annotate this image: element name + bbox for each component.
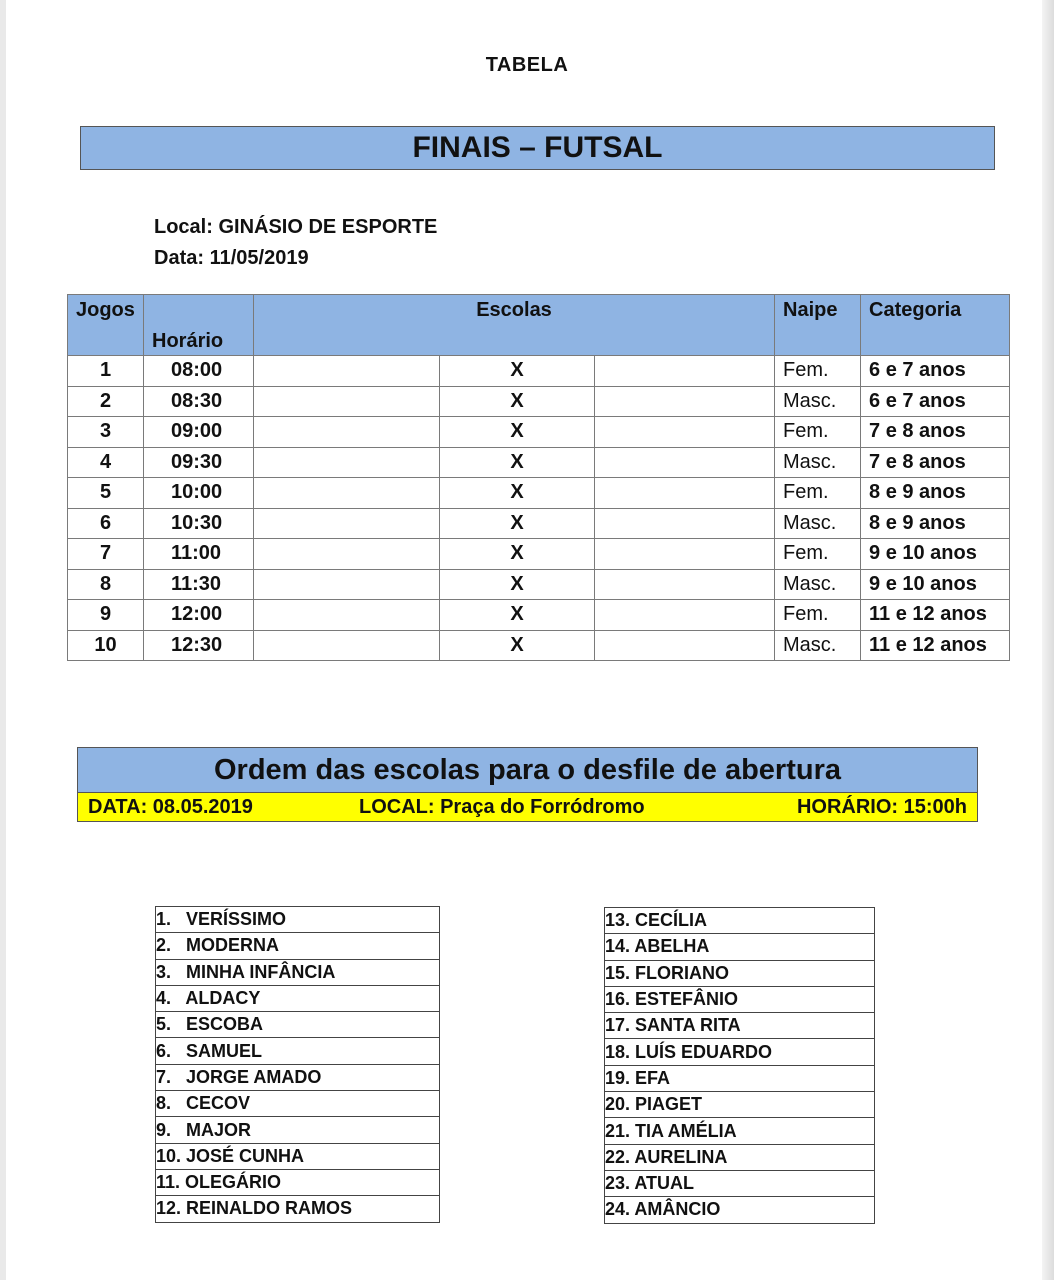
table-row — [68, 569, 1010, 600]
game-number: 6 — [68, 508, 144, 539]
game-category: 9 e 10 anos — [861, 539, 1010, 570]
list-item — [156, 1038, 440, 1064]
school-b-cell — [595, 478, 775, 509]
table-row — [68, 447, 1010, 478]
list-item — [156, 933, 440, 959]
school-name: 2. MODERNA — [156, 933, 440, 959]
school-name: 11. OLEGÁRIO — [156, 1169, 440, 1195]
game-category: 6 e 7 anos — [861, 356, 1010, 387]
list-item — [605, 908, 875, 934]
school-name: 16. ESTEFÂNIO — [605, 986, 875, 1012]
school-name: 15. FLORIANO — [605, 960, 875, 986]
game-time: 09:30 — [144, 447, 254, 478]
school-name: 24. AMÂNCIO — [605, 1197, 875, 1223]
school-a-cell — [254, 600, 440, 631]
game-category: 7 e 8 anos — [861, 417, 1010, 448]
game-gender: Fem. — [775, 539, 861, 570]
school-b-cell — [595, 386, 775, 417]
school-a-cell — [254, 447, 440, 478]
game-number: 3 — [68, 417, 144, 448]
school-name: 7. JORGE AMADO — [156, 1064, 440, 1090]
school-a-cell — [254, 356, 440, 387]
list-item — [156, 959, 440, 985]
header-naipe: Naipe — [775, 295, 861, 356]
school-name: 21. TIA AMÉLIA — [605, 1118, 875, 1144]
game-category: 9 e 10 anos — [861, 569, 1010, 600]
list-item — [156, 1091, 440, 1117]
list-item — [605, 1065, 875, 1091]
school-name: 10. JOSÉ CUNHA — [156, 1143, 440, 1169]
game-category: 6 e 7 anos — [861, 386, 1010, 417]
school-name: 4. ALDACY — [156, 985, 440, 1011]
school-b-cell — [595, 356, 775, 387]
versus-mark: X — [440, 508, 595, 539]
game-number: 1 — [68, 356, 144, 387]
school-name: 14. ABELHA — [605, 934, 875, 960]
school-b-cell — [595, 569, 775, 600]
school-name: 23. ATUAL — [605, 1170, 875, 1196]
school-name: 9. MAJOR — [156, 1117, 440, 1143]
games-table — [67, 294, 1010, 661]
versus-mark: X — [440, 630, 595, 661]
game-gender: Fem. — [775, 600, 861, 631]
schools-list-left — [155, 906, 440, 1223]
school-a-cell — [254, 539, 440, 570]
versus-mark: X — [440, 417, 595, 448]
header-escolas: Escolas — [254, 295, 775, 356]
school-a-cell — [254, 478, 440, 509]
list-item — [156, 1012, 440, 1038]
date-text: Data: 11/05/2019 — [154, 247, 309, 269]
school-a-cell — [254, 630, 440, 661]
game-number: 4 — [68, 447, 144, 478]
parade-date: DATA: 08.05.2019 — [88, 796, 253, 818]
table-row — [68, 600, 1010, 631]
game-gender: Fem. — [775, 478, 861, 509]
game-gender: Masc. — [775, 386, 861, 417]
game-time: 10:00 — [144, 478, 254, 509]
list-item — [605, 1144, 875, 1170]
game-category: 8 e 9 anos — [861, 478, 1010, 509]
list-item — [605, 934, 875, 960]
page-edge-right — [1042, 0, 1054, 1280]
game-time: 10:30 — [144, 508, 254, 539]
versus-mark: X — [440, 478, 595, 509]
list-item — [605, 1092, 875, 1118]
list-item — [605, 1039, 875, 1065]
game-time: 12:00 — [144, 600, 254, 631]
game-number: 9 — [68, 600, 144, 631]
table-row — [68, 417, 1010, 448]
document-title: TABELA — [485, 54, 569, 76]
list-item — [156, 907, 440, 933]
school-b-cell — [595, 508, 775, 539]
game-number: 7 — [68, 539, 144, 570]
table-row — [68, 539, 1010, 570]
list-item — [156, 1196, 440, 1222]
list-item — [156, 1117, 440, 1143]
finals-banner: FINAIS – FUTSAL — [80, 126, 995, 170]
school-name: 3. MINHA INFÂNCIA — [156, 959, 440, 985]
school-b-cell — [595, 600, 775, 631]
school-a-cell — [254, 386, 440, 417]
parade-info-bar — [78, 792, 977, 821]
versus-mark: X — [440, 386, 595, 417]
school-a-cell — [254, 569, 440, 600]
school-name: 22. AURELINA — [605, 1144, 875, 1170]
parade-location: LOCAL: Praça do Forródromo — [359, 796, 645, 818]
game-category: 11 e 12 anos — [861, 600, 1010, 631]
school-name: 5. ESCOBA — [156, 1012, 440, 1038]
school-a-cell — [254, 417, 440, 448]
game-time: 11:30 — [144, 569, 254, 600]
school-name: 12. REINALDO RAMOS — [156, 1196, 440, 1222]
school-name: 6. SAMUEL — [156, 1038, 440, 1064]
versus-mark: X — [440, 539, 595, 570]
versus-mark: X — [440, 356, 595, 387]
table-row — [68, 356, 1010, 387]
school-b-cell — [595, 630, 775, 661]
parade-order-box — [77, 747, 978, 822]
list-item — [156, 1143, 440, 1169]
versus-mark: X — [440, 600, 595, 631]
game-gender: Masc. — [775, 508, 861, 539]
list-item — [605, 1170, 875, 1196]
school-a-cell — [254, 508, 440, 539]
game-time: 12:30 — [144, 630, 254, 661]
game-gender: Masc. — [775, 630, 861, 661]
school-b-cell — [595, 539, 775, 570]
game-number: 2 — [68, 386, 144, 417]
versus-mark: X — [440, 569, 595, 600]
game-gender: Masc. — [775, 569, 861, 600]
game-time: 08:30 — [144, 386, 254, 417]
table-row — [68, 508, 1010, 539]
venue-text: Local: GINÁSIO DE ESPORTE — [154, 216, 438, 238]
school-name: 17. SANTA RITA — [605, 1013, 875, 1039]
school-name: 18. LUÍS EDUARDO — [605, 1039, 875, 1065]
header-jogos: Jogos — [68, 295, 144, 356]
table-row — [68, 478, 1010, 509]
list-item — [156, 1169, 440, 1195]
game-gender: Masc. — [775, 447, 861, 478]
list-item — [605, 1013, 875, 1039]
list-item — [156, 1064, 440, 1090]
game-time: 08:00 — [144, 356, 254, 387]
header-horario: Horário — [144, 295, 254, 356]
list-item — [605, 960, 875, 986]
school-name: 8. CECOV — [156, 1091, 440, 1117]
list-item — [605, 1197, 875, 1223]
versus-mark: X — [440, 447, 595, 478]
list-item — [605, 1118, 875, 1144]
header-categoria: Categoria — [861, 295, 1010, 356]
parade-title: Ordem das escolas para o desfile de abertura — [78, 748, 977, 792]
game-number: 10 — [68, 630, 144, 661]
game-category: 11 e 12 anos — [861, 630, 1010, 661]
schools-list-right — [604, 907, 875, 1224]
game-category: 7 e 8 anos — [861, 447, 1010, 478]
table-row — [68, 386, 1010, 417]
school-b-cell — [595, 417, 775, 448]
table-row — [68, 630, 1010, 661]
game-category: 8 e 9 anos — [861, 508, 1010, 539]
game-gender: Fem. — [775, 417, 861, 448]
page-edge-left — [0, 0, 6, 1280]
game-number: 5 — [68, 478, 144, 509]
game-time: 11:00 — [144, 539, 254, 570]
game-time: 09:00 — [144, 417, 254, 448]
game-gender: Fem. — [775, 356, 861, 387]
school-b-cell — [595, 447, 775, 478]
parade-time: HORÁRIO: 15:00h — [796, 796, 967, 818]
school-name: 19. EFA — [605, 1065, 875, 1091]
school-name: 20. PIAGET — [605, 1092, 875, 1118]
list-item — [156, 985, 440, 1011]
list-item — [605, 986, 875, 1012]
school-name: 13. CECÍLIA — [605, 908, 875, 934]
school-name: 1. VERÍSSIMO — [156, 907, 440, 933]
games-table-header — [68, 295, 1010, 356]
game-number: 8 — [68, 569, 144, 600]
